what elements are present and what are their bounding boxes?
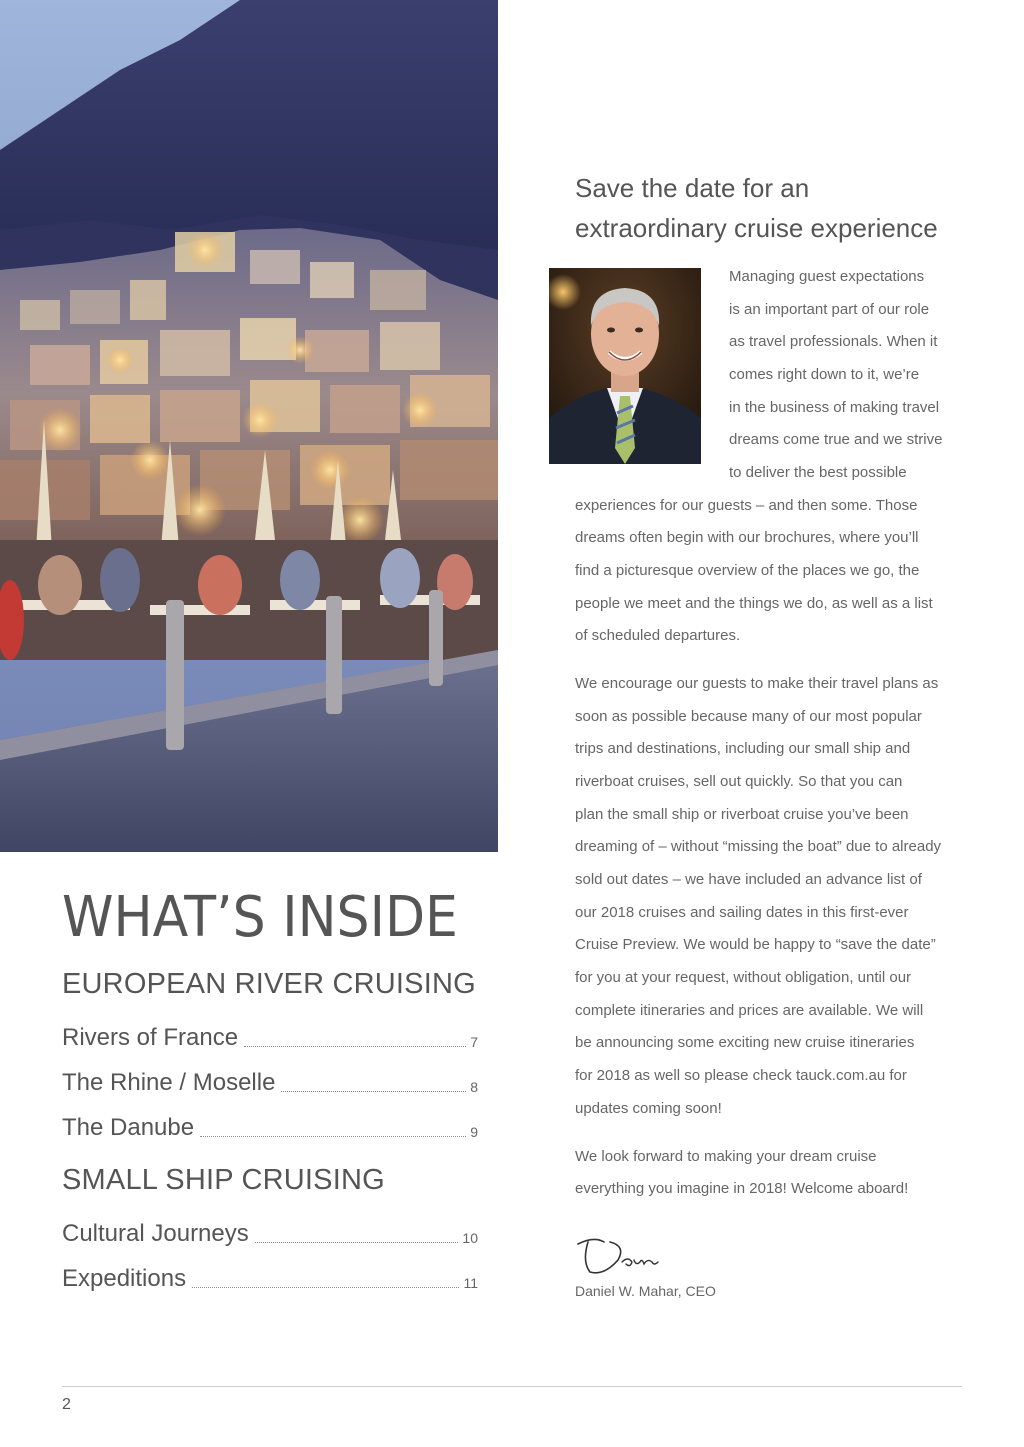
page-number: 2 xyxy=(62,1396,71,1413)
toc-entry-cultural-journeys[interactable] xyxy=(62,1212,478,1246)
letter-text-line: be announcing some exciting new cruise itineraries xyxy=(575,1034,915,1051)
letter-text-line: complete itineraries and prices are available. We will xyxy=(575,1002,924,1019)
letter-text-line: riverboat cruises, sell out quickly. So that you can xyxy=(575,773,903,790)
letter-text-line: for you at your request, without obligation, until our xyxy=(575,969,912,986)
letter-text-line: dreams come true and we strive xyxy=(729,431,943,448)
letter-text-line: people we meet and the things we do, as well as a list xyxy=(575,595,933,612)
letter-text-line: to deliver the best possible xyxy=(729,464,907,481)
letter-text-line: sold out dates – we have included an advance list of xyxy=(575,871,922,888)
toc-entry-label: The Rhine / Moselle xyxy=(62,1069,276,1096)
toc-entry-label: The Danube xyxy=(62,1114,195,1141)
letter-text-line: in the business of making travel xyxy=(729,399,940,416)
ceo-portrait xyxy=(549,268,701,464)
toc-entry-expeditions[interactable] xyxy=(62,1257,478,1291)
toc-entry-danube[interactable] xyxy=(62,1106,478,1140)
hero-photo xyxy=(0,0,498,852)
signer-name: Daniel W. Mahar, CEO xyxy=(575,1283,716,1299)
letter-text-line: everything you imagine in 2018! Welcome aboard! xyxy=(575,1180,909,1197)
letter-text-line: is an important part of our role xyxy=(729,301,930,318)
toc-entry-rivers-of-france[interactable] xyxy=(62,1016,478,1050)
letter-text-line: dreaming of – without “missing the boat” due to already xyxy=(575,838,942,855)
letter-text-line: plan the small ship or riverboat cruise you’ve been xyxy=(575,806,909,823)
toc-entry-label: Rivers of France xyxy=(62,1024,239,1051)
letter-text-line: our 2018 cruises and sailing dates in this first-ever xyxy=(575,904,909,921)
letter-text-line: experiences for our guests – and then some. Those xyxy=(575,497,918,514)
letter-heading-line2: extraordinary cruise experience xyxy=(575,213,938,243)
toc-leader-dots xyxy=(200,1136,466,1137)
toc-entry-label: Expeditions xyxy=(62,1265,187,1292)
letter-text-line: updates coming soon! xyxy=(575,1100,722,1117)
toc-entry-page: 10 xyxy=(462,1230,478,1246)
letter-text-line: find a picturesque overview of the places we go, the xyxy=(575,562,920,579)
toc-section-european-river: EUROPEAN RIVER CRUISING xyxy=(62,968,476,1000)
letter-text-line: Managing guest expectations xyxy=(729,268,925,285)
toc-leader-dots xyxy=(192,1287,459,1288)
toc-leader-dots xyxy=(281,1091,466,1092)
ceo-signature xyxy=(574,1232,670,1280)
toc-entry-page: 11 xyxy=(463,1275,478,1291)
letter-text-line: for 2018 as well so please check tauck.com.au for xyxy=(575,1067,907,1084)
letter-text-line: We look forward to making your dream cruise xyxy=(575,1148,877,1165)
letter-heading-line1: Save the date for an xyxy=(575,173,810,203)
toc-entry-label: Cultural Journeys xyxy=(62,1220,249,1247)
footer-divider xyxy=(62,1386,962,1387)
toc-entry-rhine-moselle[interactable] xyxy=(62,1061,478,1095)
toc-title: WHAT’S INSIDE xyxy=(62,885,458,950)
letter-text-line: dreams often begin with our brochures, where you’ll xyxy=(575,529,919,546)
toc-entry-page: 9 xyxy=(470,1124,478,1140)
positano-evening-photo xyxy=(0,0,498,852)
toc-leader-dots xyxy=(244,1046,466,1047)
letter-text-line: soon as possible because many of our most popular xyxy=(575,708,922,725)
letter-text-line: Cruise Preview. We would be happy to “save the date” xyxy=(575,936,936,953)
letter-text-line: as travel professionals. When it xyxy=(729,333,938,350)
letter-heading xyxy=(575,168,975,248)
letter-text-line: of scheduled departures. xyxy=(575,627,741,644)
letter-text-line: comes right down to it, we’re xyxy=(729,366,920,383)
toc-leader-dots xyxy=(255,1242,459,1243)
letter-text-line: We encourage our guests to make their travel plans as xyxy=(575,675,939,692)
toc-section-small-ship: SMALL SHIP CRUISING xyxy=(62,1164,385,1196)
toc-entry-page: 7 xyxy=(470,1034,478,1050)
letter-text-line: trips and destinations, including our small ship and xyxy=(575,740,911,757)
toc-entry-page: 8 xyxy=(470,1079,478,1095)
ceo-portrait-photo xyxy=(549,268,701,464)
